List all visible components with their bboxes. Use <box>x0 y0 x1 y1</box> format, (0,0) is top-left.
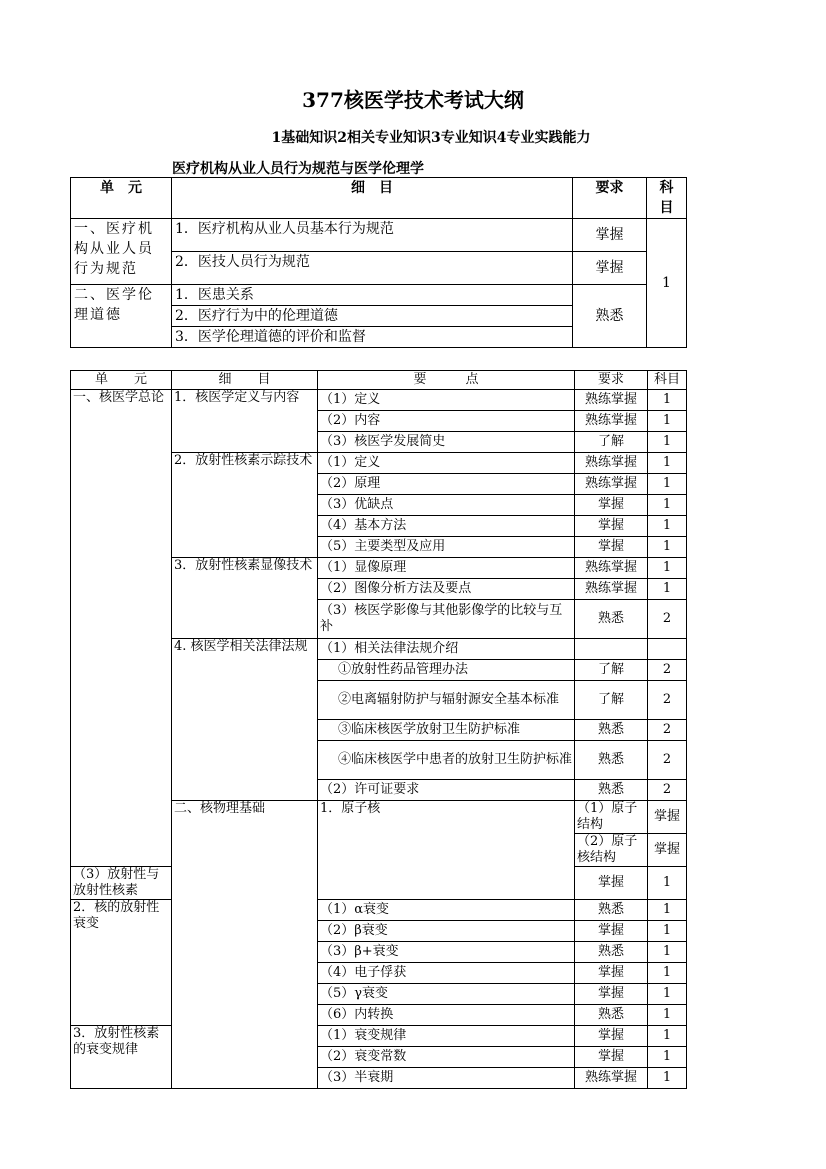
page-title: 377核医学技术考试大纲 <box>302 88 524 112</box>
subject-cell: 2 <box>648 720 687 741</box>
requirement-cell: 熟悉 <box>573 285 647 348</box>
point-cell: （2）内容 <box>318 411 575 432</box>
subject-cell: 1 <box>648 900 687 921</box>
requirement-cell: 熟练掌握 <box>575 390 648 411</box>
point-cell: （3）优缺点 <box>318 495 575 516</box>
point-cell: （4）基本方法 <box>318 516 575 537</box>
point-cell: （2）衰变常数 <box>318 1047 575 1068</box>
point-cell: （3）放射性与放射性核素 <box>71 867 172 900</box>
item-cell: 3．放射性核素的衰变规律 <box>71 1026 172 1089</box>
item-cell: 3．放射性核素显像技术 <box>172 558 318 639</box>
requirement-cell: 掌握 <box>575 1026 648 1047</box>
requirement-cell: 掌握 <box>575 867 648 900</box>
subject-cell: 1 <box>648 1068 687 1089</box>
point-cell: （1）原子结构 <box>575 801 648 834</box>
requirement-cell: 熟悉 <box>575 780 648 801</box>
subject-cell: 2 <box>648 780 687 801</box>
subject-cell: 1 <box>647 219 687 348</box>
requirement-cell: 熟练掌握 <box>575 453 648 474</box>
point-cell: （3）β+衰变 <box>318 942 575 963</box>
requirement-cell: 掌握 <box>648 834 687 867</box>
requirement-cell: 掌握 <box>575 1047 648 1068</box>
point-cell: （2）许可证要求 <box>318 780 575 801</box>
subject-cell: 1 <box>648 1047 687 1068</box>
subject-legend: 1基础知识2相关专业知识3专业知识4专业实践能力 <box>271 130 591 146</box>
subject-cell: 1 <box>648 558 687 579</box>
point-cell: ①放射性药品管理办法 <box>318 660 575 681</box>
subject-cell: 2 <box>648 741 687 780</box>
header-requirement: 要求 <box>573 178 647 219</box>
requirement-cell: 了解 <box>575 681 648 720</box>
subject-cell: 1 <box>648 411 687 432</box>
requirement-cell: 掌握 <box>575 495 648 516</box>
requirement-cell: 熟练掌握 <box>575 558 648 579</box>
header-item: 细 目 <box>172 371 318 390</box>
subject-cell: 1 <box>648 942 687 963</box>
header-unit: 单 元 <box>71 178 172 219</box>
point-cell: ②电离辐射防护与辐射源安全基本标准 <box>318 681 575 720</box>
subject-cell: 1 <box>648 390 687 411</box>
requirement-cell: 熟悉 <box>575 900 648 921</box>
subject-cell: 1 <box>648 474 687 495</box>
point-cell: （2）图像分析方法及要点 <box>318 579 575 600</box>
requirement-cell: 熟悉 <box>575 600 648 639</box>
subject-cell: 1 <box>648 963 687 984</box>
requirement-cell: 掌握 <box>575 963 648 984</box>
point-cell: （1）定义 <box>318 390 575 411</box>
point-cell: （3）半衰期 <box>318 1068 575 1089</box>
point-cell: （2）原子核结构 <box>575 834 648 867</box>
point-cell: （5）γ衰变 <box>318 984 575 1005</box>
point-cell: ④临床核医学中患者的放射卫生防护标准 <box>318 741 575 780</box>
syllabus-table <box>70 370 687 1089</box>
requirement-cell: 掌握 <box>575 516 648 537</box>
header-point: 要 点 <box>318 371 575 390</box>
unit-cell: 一、核医学总论 <box>71 390 172 867</box>
subject-cell: 1 <box>648 579 687 600</box>
subject-cell <box>648 639 687 660</box>
requirement-cell: 掌握 <box>575 921 648 942</box>
table-header-row <box>71 178 687 219</box>
item-cell: 1．核医学定义与内容 <box>172 390 318 453</box>
header-unit: 单 元 <box>71 371 172 390</box>
point-cell: （6）内转换 <box>318 1005 575 1026</box>
point-cell: （4）电子俘获 <box>318 963 575 984</box>
table-row <box>71 1026 687 1047</box>
requirement-cell: 熟悉 <box>575 942 648 963</box>
table-row <box>71 219 687 252</box>
requirement-cell: 掌握 <box>575 537 648 558</box>
requirement-cell: 熟悉 <box>575 720 648 741</box>
subject-cell: 1 <box>648 984 687 1005</box>
table1-caption: 医疗机构从业人员行为规范与医学伦理学 <box>172 161 424 177</box>
item-cell: 3．医学伦理道德的评价和监督 <box>172 327 573 348</box>
item-cell: 2．核的放射性衰变 <box>71 900 172 1026</box>
header-item: 细 目 <box>172 178 573 219</box>
item-cell: 1．医疗机构从业人员基本行为规范 <box>172 219 573 252</box>
requirement-cell: 熟悉 <box>575 1005 648 1026</box>
point-cell: （1）显像原理 <box>318 558 575 579</box>
requirement-cell: 了解 <box>575 432 648 453</box>
subject-cell: 2 <box>648 660 687 681</box>
subject-cell: 1 <box>648 432 687 453</box>
unit-cell: 二、医学伦理道德 <box>71 285 172 348</box>
requirement-cell: 掌握 <box>573 219 647 252</box>
point-cell: ③临床核医学放射卫生防护标准 <box>318 720 575 741</box>
table-row <box>71 390 687 411</box>
requirement-cell <box>575 639 648 660</box>
header-requirement: 要求 <box>575 371 648 390</box>
requirement-cell: 熟练掌握 <box>575 411 648 432</box>
subject-cell: 1 <box>648 453 687 474</box>
table-header-row <box>71 371 687 390</box>
item-cell: 2．放射性核素示踪技术 <box>172 453 318 558</box>
requirement-cell: 掌握 <box>575 984 648 1005</box>
item-cell: 1．原子核 <box>318 801 575 900</box>
subject-cell: 2 <box>648 600 687 639</box>
unit-cell: 二、核物理基础 <box>172 801 318 1089</box>
ethics-table <box>70 177 687 348</box>
subject-cell: 1 <box>648 867 687 900</box>
subject-cell: 1 <box>648 495 687 516</box>
subject-cell: 1 <box>648 921 687 942</box>
requirement-cell: 熟悉 <box>575 741 648 780</box>
item-cell: 2．医技人员行为规范 <box>172 252 573 285</box>
point-cell: （5）主要类型及应用 <box>318 537 575 558</box>
subject-cell: 1 <box>648 1026 687 1047</box>
point-cell: （2）原理 <box>318 474 575 495</box>
item-cell: 1．医患关系 <box>172 285 573 306</box>
subject-cell: 1 <box>648 1005 687 1026</box>
point-cell: （1）定义 <box>318 453 575 474</box>
header-subject: 科目 <box>647 178 687 219</box>
point-cell: （1）衰变规律 <box>318 1026 575 1047</box>
item-cell: 4. 核医学相关法律法规 <box>172 639 318 801</box>
subject-cell: 1 <box>648 516 687 537</box>
point-cell: （3）核医学影像与其他影像学的比较与互补 <box>318 600 575 639</box>
requirement-cell: 熟练掌握 <box>575 579 648 600</box>
table-row <box>71 285 687 306</box>
table-row <box>71 900 687 921</box>
requirement-cell: 掌握 <box>648 801 687 834</box>
header-subject: 科目 <box>648 371 687 390</box>
point-cell: （3）核医学发展简史 <box>318 432 575 453</box>
requirement-cell: 了解 <box>575 660 648 681</box>
point-cell: （1）α衰变 <box>318 900 575 921</box>
unit-cell: 一、医疗机构从业人员行为规范 <box>71 219 172 285</box>
point-cell: （1）相关法律法规介绍 <box>318 639 575 660</box>
requirement-cell: 掌握 <box>573 252 647 285</box>
requirement-cell: 熟练掌握 <box>575 474 648 495</box>
requirement-cell: 熟练掌握 <box>575 1068 648 1089</box>
item-cell: 2．医疗行为中的伦理道德 <box>172 306 573 327</box>
subject-cell: 2 <box>648 681 687 720</box>
point-cell: （2）β衰变 <box>318 921 575 942</box>
subject-cell: 1 <box>648 537 687 558</box>
